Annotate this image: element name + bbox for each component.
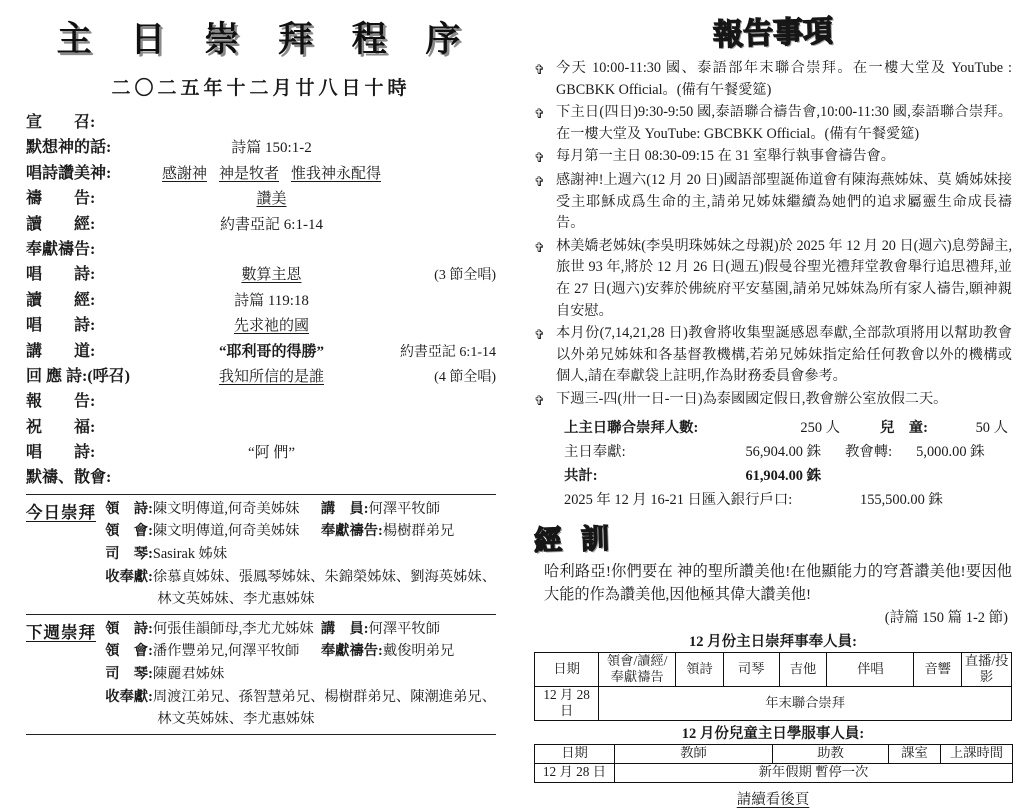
cross-bullet-icon: ✞ <box>534 239 545 255</box>
cross-bullet-icon: ✞ <box>534 106 545 122</box>
total-row: 共計: 61,904.00 銖 <box>564 464 1012 488</box>
order-row-prayer: 禱 告: <box>26 190 96 208</box>
order-row-call: 宣 召: <box>26 114 96 131</box>
scripture-reference: (詩篇 150 篇 1-2 節) <box>884 609 1008 626</box>
sermon-title: “耶利哥的得勝” <box>218 343 324 360</box>
page-title: 主 日 崇 拜 程 序 <box>56 20 476 59</box>
order-row-offering-prayer: 奉獻禱告: <box>26 240 96 258</box>
announcement-item: ✞ 本月份(7,14,21,28 日)教會將收集聖誕感恩奉獻,全部款項將用以幫助教會以外弟兄姊妹和各基督教機構,若弟兄姊妹指定給任何教會以外的機構或個人,請在奉獻袋上註明,作為財務委員會參考。 <box>534 323 1012 388</box>
total-amount: 61,904.00 銖 <box>745 467 821 484</box>
attendance-count: 250 人 <box>800 419 840 436</box>
cross-bullet-icon: ✞ <box>534 392 545 408</box>
table-header-row: 日期 領會/讀經/奉獻禱告 領詩 司琴 吉他 伴唱 音響 直播/投影 <box>535 652 1012 686</box>
duty-date: 12 月 28 日 <box>535 686 599 720</box>
song-title: 惟我神永配得讚美 <box>256 165 382 208</box>
worship-order-column <box>26 12 496 738</box>
children-count: 50 人 <box>975 419 1008 436</box>
personnel-row: 司 琴: 陳麗君姊妹 <box>105 666 225 683</box>
table-header-row: 日期 教師 助教 課室 上課時間 <box>535 744 1013 763</box>
duty-note: 年末聯合崇拜 <box>599 686 1012 720</box>
statistics-block <box>564 416 1012 512</box>
announcements-title: 報告事項 <box>712 14 834 53</box>
announcement-item: ✞ 下週三-四(卅一日-一日)為泰國國定假日,教會辦公室放假二天。 <box>534 389 1012 412</box>
announcement-item: ✞ 今天 10:00-11:30 國、泰語部年末聯合崇拜。在一樓大堂及 YouTube : GBCBKK Official。(備有午餐愛筵) <box>534 58 1012 101</box>
service-date: 二〇二五年十二月廿八日十時 <box>111 78 411 99</box>
sunday-school-table <box>534 744 1013 783</box>
bank-amount: 155,500.00 銖 <box>860 491 943 508</box>
order-row-amen: 唱 詩: “阿 們” <box>26 444 296 462</box>
sunday-school-table-title: 12 月份兒童主日學服事人員: <box>681 725 865 742</box>
cross-bullet-icon: ✞ <box>534 150 545 166</box>
duty-date: 12 月 28 日 <box>535 763 615 782</box>
personnel-row-continuation: 林文英姊妹、李尤惠姊妹 <box>157 591 315 608</box>
cross-bullet-icon: ✞ <box>534 62 545 77</box>
song-title: 數算主恩 <box>241 267 302 284</box>
announcement-item: ✞ 下主日(四日)9:30-9:50 國,泰語聯合禱告會,10:00-11:30 國,泰語聯合崇拜。在一樓大堂及 YouTube: GBCBKK Official。(備有午餐愛筵) <box>534 102 1012 145</box>
order-row-sermon: 講 道: “耶利哥的得勝” 約書亞記 6:1-14 <box>26 342 496 360</box>
table-row <box>535 686 1012 720</box>
scripture-title: 經 訓 <box>533 523 616 557</box>
scripture-block <box>534 512 1012 629</box>
song-title: 先求祂的國 <box>233 318 309 335</box>
personnel-row: 領 會: 陳文明傳道,何奇美姊妹 奉獻禱告: 楊樹群弟兄 <box>105 523 455 540</box>
today-service-block <box>26 498 496 611</box>
announcement-item: ✞ 林美嬌老姊妹(李吳明珠姊妹之母親)於 2025 年 12 月 20 日(週六)息勞歸主,旅世 93 年,將於 12 月 26 日(週五)假曼谷聖光禮拜堂教會舉行追思禮拜,並在 27 日(週六)安葬於佛統府平安墓園,請弟兄姊妹為所有家人禱告,願神親自安慰。 <box>534 236 1012 322</box>
order-row-reading2: 讀 經: 詩篇 119:18 <box>26 291 309 309</box>
worship-duty-table-title: 12 月份主日崇拜事奉人員: <box>689 633 857 650</box>
order-row-hymn2: 唱 詩: 數算主恩 (3 節全唱) <box>26 266 496 284</box>
song-title: 我知所信的是誰 <box>218 368 324 385</box>
announcement-item: ✞ 每月第一主日 08:30-09:15 在 31 室舉行執事會禱告會。 <box>534 146 1012 169</box>
order-row-meditation: 默想神的話: 詩篇 150:1-2 <box>26 139 312 157</box>
order-row-hymns: 唱詩讚美神: 感謝神 神是牧者 惟我神永配得讚美 <box>26 164 382 208</box>
worship-duty-table <box>534 652 1012 721</box>
cross-bullet-icon: ✞ <box>534 327 545 343</box>
order-row-reading1: 讀 經: 約書亞記 6:1-14 <box>26 215 323 233</box>
song-title: 感謝神 <box>161 165 207 182</box>
order-row-hymn3: 唱 詩: 先求祂的國 <box>26 317 309 335</box>
table-row <box>535 763 1013 782</box>
transfer-amount: 5,000.00 銖 <box>916 443 985 460</box>
divider <box>26 734 496 735</box>
divider <box>26 614 496 615</box>
next-week-service-header: 下週崇拜 <box>26 622 96 642</box>
next-week-service-block <box>26 618 496 731</box>
order-row-response: 回 應 詩:(呼召) 我知所信的是誰 (4 節全唱) <box>26 367 496 385</box>
duty-note: 新年假期 暫停一次 <box>615 763 1013 782</box>
bank-row: 2025 年 12 月 16-21 日匯入銀行戶口: 155,500.00 銖 <box>564 488 1012 512</box>
offering-amount: 56,904.00 銖 <box>745 443 821 460</box>
personnel-row: 收奉獻: 徐慕貞姊妹、張鳳琴姊妹、朱錦榮姊妹、劉海英姊妹、 <box>105 568 496 585</box>
personnel-row-continuation: 林文英姊妹、李尤惠姊妹 <box>157 711 315 728</box>
divider <box>26 494 496 495</box>
attendance-row: 上主日聯合崇拜人數: 250 人 兒 童: 50 人 <box>564 416 1012 440</box>
personnel-row: 領 詩: 陳文明傳道,何奇美姊妹 講 員: 何澤平牧師 <box>105 500 441 517</box>
song-title: 神是牧者 <box>218 165 279 182</box>
announcement-item: ✞ 感謝神!上週六(12 月 20 日)國語部聖誕佈道會有陳海燕姊妹、莫 嬌姊妹接受主耶穌成爲生命的主,請弟兄姊妹繼續為她們的追求屬靈生命成長禱告。 <box>534 170 1012 235</box>
offering-row: 主日奉獻: 56,904.00 銖 教會轉: 5,000.00 銖 <box>564 440 1012 464</box>
continue-next-page-note: 請續看後頁 <box>736 791 810 808</box>
personnel-row: 司 琴: Sasirak 姊妹 <box>105 546 228 563</box>
today-service-header: 今日崇拜 <box>26 502 96 522</box>
scripture-text: 哈利路亞!你們要在 神的聖所讚美他!在他顯能力的穹蒼讚美他!要因他大能的作為讚美他,因他極其偉大讚美他! <box>544 562 1012 603</box>
order-row-announcement: 報 告: <box>26 393 96 411</box>
announcements-list <box>534 58 1012 412</box>
personnel-row: 領 詩: 何張佳韻師母,李尤尤姊妹 講 員: 何澤平牧師 <box>105 620 441 637</box>
personnel-row: 領 會: 潘作豐弟兄,何澤平牧師 奉獻禱告: 戴俊明弟兄 <box>105 643 455 660</box>
personnel-row: 收奉獻: 周渡江弟兄、孫智慧弟兄、楊樹群弟兄、陳潮進弟兄、 <box>105 688 496 705</box>
order-row-dismissal: 默禱、散會: <box>26 469 112 487</box>
cross-bullet-icon: ✞ <box>534 173 545 189</box>
announcements-column <box>534 8 1012 809</box>
order-row-benediction: 祝 福: <box>26 418 96 436</box>
